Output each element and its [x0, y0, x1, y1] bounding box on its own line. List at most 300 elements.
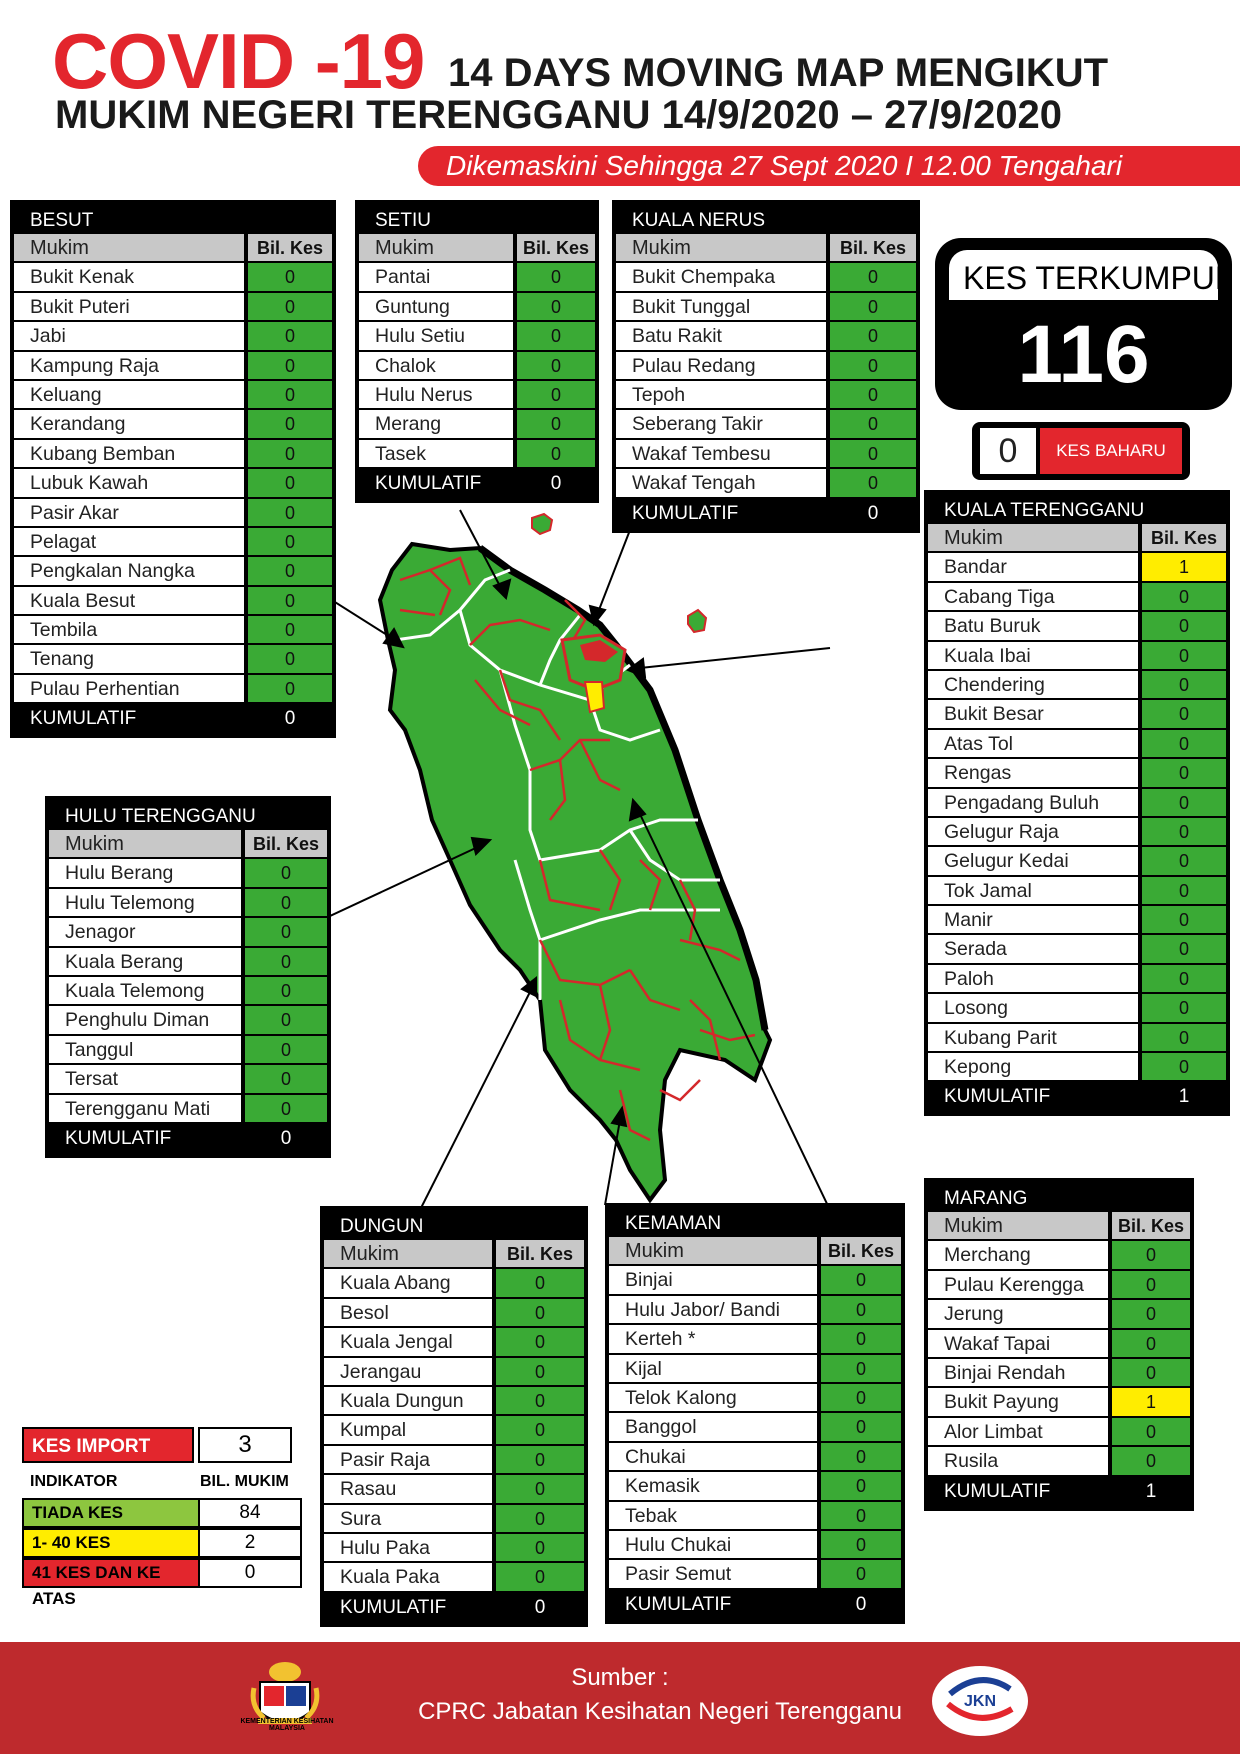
case-count: 0: [826, 410, 916, 439]
mukim-name: Bukit Besar: [928, 700, 1138, 729]
mukim-name: Kuala Dungun: [324, 1387, 492, 1416]
mukim-name: Tembila: [14, 616, 244, 645]
mukim-name: Batu Buruk: [928, 612, 1138, 641]
table-header: [49, 830, 327, 859]
mukim-name: Merang: [359, 410, 513, 439]
kes-import-value: 3: [198, 1427, 292, 1463]
terengganu-map: [300, 440, 940, 1210]
mukim-name: Tanggul: [49, 1036, 241, 1065]
case-count: 0: [492, 1299, 584, 1328]
kumulatif-label: KUMULATIF: [30, 708, 137, 730]
kumulatif-label: KUMULATIF: [340, 1596, 447, 1618]
indicator-row: [22, 1498, 302, 1528]
table-row: [14, 675, 332, 704]
district-name-besut: BESUT: [30, 210, 94, 231]
col-kes: Bil. Kes: [1108, 1212, 1190, 1241]
case-count: 0: [826, 352, 916, 381]
table-row: [928, 1053, 1226, 1082]
mukim-name: Atas Tol: [928, 730, 1138, 759]
table-row: [609, 1325, 901, 1354]
mukim-name: Kampung Raja: [14, 352, 244, 381]
mukim-name: Wakaf Tapai: [928, 1330, 1108, 1359]
table-row: [359, 263, 595, 292]
mukim-name: Kuala Berang: [49, 948, 241, 977]
district-name-setiu: SETIU: [375, 210, 431, 231]
case-count: 0: [241, 1065, 327, 1094]
kumulatif-value: 0: [534, 1596, 546, 1618]
case-count: 0: [492, 1505, 584, 1534]
ministry-logo-text: KEMENTERIAN KESIHATAN MALAYSIA: [240, 1718, 334, 1732]
case-count: 0: [1138, 700, 1226, 729]
case-count: 0: [492, 1563, 584, 1592]
case-count: 0: [241, 1036, 327, 1065]
table-row: [928, 877, 1226, 906]
case-count: 0: [1138, 730, 1226, 759]
case-count: 0: [1138, 818, 1226, 847]
mukim-name: Paloh: [928, 965, 1138, 994]
mukim-name: Kuala Telemong: [49, 977, 241, 1006]
col-mukim: Mukim: [616, 234, 826, 263]
case-count: 0: [244, 469, 332, 498]
kes-terkumpul-label: KES TERKUMPUL: [963, 260, 1233, 296]
indicator-header-count: BIL. MUKIM: [200, 1473, 289, 1490]
table-row: [928, 1024, 1226, 1053]
kumulatif-label: KUMULATIF: [632, 502, 739, 524]
table-row: [928, 671, 1226, 700]
col-kes: Bil. Kes: [817, 1237, 901, 1266]
mukim-name: Pulau Redang: [616, 352, 826, 381]
table-row: [928, 906, 1226, 935]
mukim-name: Wakaf Tengah: [616, 469, 826, 498]
table-row: [609, 1266, 901, 1295]
kumulatif-row: [616, 499, 916, 529]
case-count: 0: [1108, 1241, 1190, 1270]
mukim-name: Bukit Kenak: [14, 263, 244, 292]
case-count: 0: [492, 1416, 584, 1445]
mukim-name: Telok Kalong: [609, 1384, 817, 1413]
case-count: 0: [1108, 1418, 1190, 1447]
case-count: 0: [244, 263, 332, 292]
col-kes: Bil. Kes: [1138, 524, 1226, 553]
table-row: [609, 1443, 901, 1472]
table-kemaman: [605, 1203, 905, 1624]
table-row: [14, 557, 332, 586]
table-row: [49, 1095, 327, 1124]
kumulatif-row: [324, 1593, 584, 1623]
case-count: 0: [1108, 1447, 1190, 1476]
col-mukim: Mukim: [928, 1212, 1108, 1241]
case-count: 0: [244, 410, 332, 439]
table-row: [616, 263, 916, 292]
table-marang: [924, 1178, 1194, 1511]
case-count: 0: [244, 293, 332, 322]
kumulatif-value: 0: [284, 708, 296, 730]
table-header: [616, 234, 916, 263]
case-count: 0: [817, 1355, 901, 1384]
mukim-name: Pengkalan Nangka: [14, 557, 244, 586]
mukim-name: Hulu Paka: [324, 1534, 492, 1563]
table-row: [49, 859, 327, 888]
kumulatif-value: 1: [1178, 1086, 1190, 1108]
case-count: 0: [492, 1328, 584, 1357]
table-row: [324, 1328, 584, 1357]
case-count: 0: [1138, 877, 1226, 906]
mukim-name: Terengganu Mati: [49, 1095, 241, 1124]
table-row: [324, 1416, 584, 1445]
title-covid: COVID -19: [52, 17, 425, 105]
case-count: 0: [826, 469, 916, 498]
kumulatif-row: [928, 1477, 1190, 1507]
mukim-name: Sura: [324, 1505, 492, 1534]
mukim-name: Wakaf Tembesu: [616, 440, 826, 469]
table-row: [324, 1505, 584, 1534]
case-count: 0: [492, 1269, 584, 1298]
indicator-count: 84: [200, 1498, 302, 1528]
table-row: [609, 1355, 901, 1384]
case-count: 0: [817, 1472, 901, 1501]
table-setiu: [355, 200, 599, 503]
mukim-name: Tepoh: [616, 381, 826, 410]
indicator-row: [22, 1558, 302, 1608]
mukim-name: Bukit Puteri: [14, 293, 244, 322]
case-count: 0: [513, 440, 595, 469]
case-count: 0: [241, 977, 327, 1006]
mukim-name: Besol: [324, 1299, 492, 1328]
table-row: [928, 700, 1226, 729]
case-count: 0: [1138, 965, 1226, 994]
mukim-name: Pulau Kerengga: [928, 1271, 1108, 1300]
mukim-name: Kepong: [928, 1053, 1138, 1082]
table-row: [928, 818, 1226, 847]
case-count: 0: [1138, 906, 1226, 935]
table-kuala-nerus: [612, 200, 920, 533]
indicator-header-label: INDIKATOR: [30, 1473, 118, 1490]
case-count: 0: [817, 1502, 901, 1531]
case-count: 1: [1138, 553, 1226, 582]
table-header: [14, 234, 332, 263]
mukim-name: Chukai: [609, 1443, 817, 1472]
updated-text: Dikemaskini Sehingga 27 Sept 2020 I 12.00 Tengahari: [446, 150, 1123, 181]
case-count: 0: [244, 322, 332, 351]
table-row: [616, 440, 916, 469]
col-kes: Bil. Kes: [826, 234, 916, 263]
table-row: [49, 918, 327, 947]
case-count: 0: [492, 1446, 584, 1475]
mukim-name: Tasek: [359, 440, 513, 469]
table-row: [49, 1036, 327, 1065]
case-count: 0: [492, 1534, 584, 1563]
col-kes: Bil. Kes: [241, 830, 327, 859]
case-count: 0: [817, 1560, 901, 1589]
district-name-hulu-terengganu: HULU TERENGGANU: [65, 806, 256, 827]
case-count: 0: [1108, 1271, 1190, 1300]
mukim-name: Kemasik: [609, 1472, 817, 1501]
mukim-name: Kumpal: [324, 1416, 492, 1445]
mukim-name: Pasir Raja: [324, 1446, 492, 1475]
case-count: 0: [826, 263, 916, 292]
indicator-count: 2: [200, 1528, 302, 1558]
indicator-label: TIADA KES: [22, 1498, 200, 1528]
case-count: 0: [513, 322, 595, 351]
table-row: [928, 1241, 1190, 1270]
mukim-name: Hulu Chukai: [609, 1531, 817, 1560]
table-row: [928, 553, 1226, 582]
source-text: CPRC Jabatan Kesihatan Negeri Terengganu: [418, 1698, 902, 1725]
case-count: 0: [241, 1006, 327, 1035]
table-row: [616, 293, 916, 322]
mukim-name: Bukit Chempaka: [616, 263, 826, 292]
table-row: [616, 352, 916, 381]
mukim-name: Kuala Besut: [14, 587, 244, 616]
mukim-name: Jerung: [928, 1300, 1108, 1329]
kumulatif-value: 0: [280, 1127, 292, 1149]
table-row: [609, 1413, 901, 1442]
mukim-name: Kuala Ibai: [928, 642, 1138, 671]
title-line-1: 14 DAYS MOVING MAP MENGIKUT: [448, 51, 1109, 95]
table-row: [14, 293, 332, 322]
case-count: 0: [1138, 789, 1226, 818]
mukim-name: Pantai: [359, 263, 513, 292]
mukim-name: Pelagat: [14, 528, 244, 557]
table-row: [14, 263, 332, 292]
mukim-name: Gelugur Kedai: [928, 847, 1138, 876]
table-row: [928, 1359, 1190, 1388]
col-mukim: Mukim: [14, 234, 244, 263]
table-row: [324, 1387, 584, 1416]
case-count: 1: [1108, 1388, 1190, 1417]
table-row: [928, 1447, 1190, 1476]
case-count: 0: [1138, 1053, 1226, 1082]
mukim-name: Jenagor: [49, 918, 241, 947]
table-besut: [10, 200, 336, 738]
jkn-logo-text: JKN: [963, 1693, 997, 1710]
mukim-name: Cabang Tiga: [928, 583, 1138, 612]
mukim-name: Jerangau: [324, 1358, 492, 1387]
case-count: 0: [244, 645, 332, 674]
table-row: [359, 440, 595, 469]
indicator-row: [22, 1528, 302, 1558]
table-row: [14, 499, 332, 528]
mukim-name: Manir: [928, 906, 1138, 935]
mukim-name: Hulu Berang: [49, 859, 241, 888]
case-count: 0: [1138, 642, 1226, 671]
case-count: 0: [1108, 1359, 1190, 1388]
source-label: Sumber :: [571, 1664, 669, 1691]
col-mukim: Mukim: [609, 1237, 817, 1266]
case-count: 0: [244, 440, 332, 469]
table-row: [324, 1563, 584, 1592]
case-count: 0: [241, 1095, 327, 1124]
title-line-2: MUKIM NEGERI TERENGGANU 14/9/2020 – 27/9/2020: [55, 93, 1063, 137]
case-count: 0: [826, 381, 916, 410]
mukim-name: Rasau: [324, 1475, 492, 1504]
table-row: [928, 1300, 1190, 1329]
table-row: [928, 1330, 1190, 1359]
table-row: [14, 587, 332, 616]
case-count: 0: [244, 675, 332, 704]
table-row: [359, 322, 595, 351]
case-count: 0: [1138, 935, 1226, 964]
table-row: [928, 965, 1226, 994]
case-count: 0: [244, 381, 332, 410]
table-row: [324, 1446, 584, 1475]
kumulatif-label: KUMULATIF: [375, 473, 482, 495]
mukim-name: Tersat: [49, 1065, 241, 1094]
kes-baharu-box: [972, 422, 1190, 480]
table-row: [49, 889, 327, 918]
island-perhentian: [532, 514, 552, 534]
table-row: [928, 935, 1226, 964]
case-count: 0: [241, 859, 327, 888]
table-row: [324, 1269, 584, 1298]
col-kes: Bil. Kes: [513, 234, 595, 263]
case-count: 0: [513, 410, 595, 439]
table-row: [609, 1296, 901, 1325]
case-count: 0: [513, 293, 595, 322]
table-row: [616, 322, 916, 351]
mukim-name: Tenang: [14, 645, 244, 674]
table-row: [14, 645, 332, 674]
case-count: 0: [244, 557, 332, 586]
table-row: [324, 1534, 584, 1563]
kumulatif-row: [928, 1082, 1226, 1112]
table-row: [14, 322, 332, 351]
case-count: 0: [244, 528, 332, 557]
table-row: [14, 352, 332, 381]
mukim-name: Pasir Semut: [609, 1560, 817, 1589]
kumulatif-row: [359, 469, 595, 499]
indicator-label: 1- 40 KES: [22, 1528, 200, 1558]
col-mukim: Mukim: [49, 830, 241, 859]
mukim-name: Losong: [928, 994, 1138, 1023]
table-header: [359, 234, 595, 263]
kumulatif-row: [14, 704, 332, 734]
mukim-name: Kubang Bemban: [14, 440, 244, 469]
table-row: [14, 469, 332, 498]
table-row: [49, 977, 327, 1006]
mukim-name: Seberang Takir: [616, 410, 826, 439]
table-row: [49, 948, 327, 977]
case-count: 0: [826, 440, 916, 469]
mukim-name: Kuala Paka: [324, 1563, 492, 1592]
case-count: 0: [817, 1531, 901, 1560]
mukim-name: Alor Limbat: [928, 1418, 1108, 1447]
island-redang: [688, 610, 706, 632]
case-count: 0: [1108, 1300, 1190, 1329]
case-count: 0: [244, 499, 332, 528]
table-row: [616, 381, 916, 410]
kumulatif-value: 0: [855, 1593, 867, 1615]
district-name-kuala-nerus: KUALA NERUS: [632, 210, 766, 231]
district-name-kuala-terengganu: KUALA TERENGGANU: [944, 500, 1145, 521]
mukim-name: Bukit Tunggal: [616, 293, 826, 322]
case-count: 0: [1138, 612, 1226, 641]
case-count: 0: [817, 1384, 901, 1413]
mukim-name: Hulu Setiu: [359, 322, 513, 351]
kumulatif-value: 0: [867, 502, 879, 524]
case-count: 0: [1138, 759, 1226, 788]
case-count: 0: [817, 1443, 901, 1472]
case-count: 0: [1138, 583, 1226, 612]
case-count: 0: [244, 616, 332, 645]
mukim-name: Guntung: [359, 293, 513, 322]
table-row: [14, 410, 332, 439]
case-count: 0: [1138, 847, 1226, 876]
case-count: 0: [1108, 1330, 1190, 1359]
kumulatif-label: KUMULATIF: [625, 1593, 732, 1615]
case-count: 0: [817, 1296, 901, 1325]
mukim-name: Binjai Rendah: [928, 1359, 1108, 1388]
kumulatif-row: [49, 1124, 327, 1154]
table-row: [609, 1384, 901, 1413]
case-count: 0: [241, 918, 327, 947]
indicator-label: 41 KES DAN KE ATAS: [22, 1558, 200, 1588]
mukim-name: Gelugur Raja: [928, 818, 1138, 847]
mukim-name: Tebak: [609, 1502, 817, 1531]
table-row: [359, 410, 595, 439]
table-header: [928, 1212, 1190, 1241]
mukim-name: Penghulu Diman: [49, 1006, 241, 1035]
table-row: [609, 1560, 901, 1589]
table-row: [928, 612, 1226, 641]
table-row: [928, 847, 1226, 876]
kes-baharu-value: 0: [980, 428, 1036, 474]
kumulatif-value: 0: [550, 473, 562, 495]
table-row: [609, 1472, 901, 1501]
case-count: 0: [492, 1387, 584, 1416]
kes-terkumpul-value: 116: [1017, 309, 1150, 400]
kumulatif-value: 1: [1145, 1480, 1157, 1502]
updated-banner: [418, 146, 1240, 186]
table-row: [928, 1271, 1190, 1300]
kes-baharu-label: KES BAHARU: [1040, 428, 1182, 474]
mukim-name: Chendering: [928, 671, 1138, 700]
table-row: [928, 1418, 1190, 1447]
district-name-kemaman: KEMAMAN: [625, 1213, 722, 1234]
case-count: 0: [513, 263, 595, 292]
mukim-name: Bukit Payung: [928, 1388, 1108, 1417]
mukim-name: Lubuk Kawah: [14, 469, 244, 498]
mukim-name: Chalok: [359, 352, 513, 381]
table-row: [359, 293, 595, 322]
case-count: 0: [492, 1475, 584, 1504]
table-row: [928, 730, 1226, 759]
district-name-dungun: DUNGUN: [340, 1216, 424, 1237]
case-count: 0: [817, 1413, 901, 1442]
mukim-name: Kerteh *: [609, 1325, 817, 1354]
table-row: [14, 381, 332, 410]
mukim-name: Bandar: [928, 553, 1138, 582]
table-row: [928, 1388, 1190, 1417]
col-mukim: Mukim: [928, 524, 1138, 553]
district-name-marang: MARANG: [944, 1188, 1028, 1209]
table-row: [359, 352, 595, 381]
case-count: 0: [1138, 1024, 1226, 1053]
col-kes: Bil. Kes: [492, 1240, 584, 1269]
case-count: 0: [1138, 994, 1226, 1023]
case-count: 0: [513, 352, 595, 381]
mukim-name: Binjai: [609, 1266, 817, 1295]
table-row: [928, 642, 1226, 671]
kes-terkumpul-box: [935, 238, 1232, 410]
table-row: [324, 1475, 584, 1504]
mukim-name: Pasir Akar: [14, 499, 244, 528]
table-row: [324, 1299, 584, 1328]
mukim-name: Merchang: [928, 1241, 1108, 1270]
table-row: [609, 1531, 901, 1560]
table-row: [14, 440, 332, 469]
mukim-name: Pengadang Buluh: [928, 789, 1138, 818]
